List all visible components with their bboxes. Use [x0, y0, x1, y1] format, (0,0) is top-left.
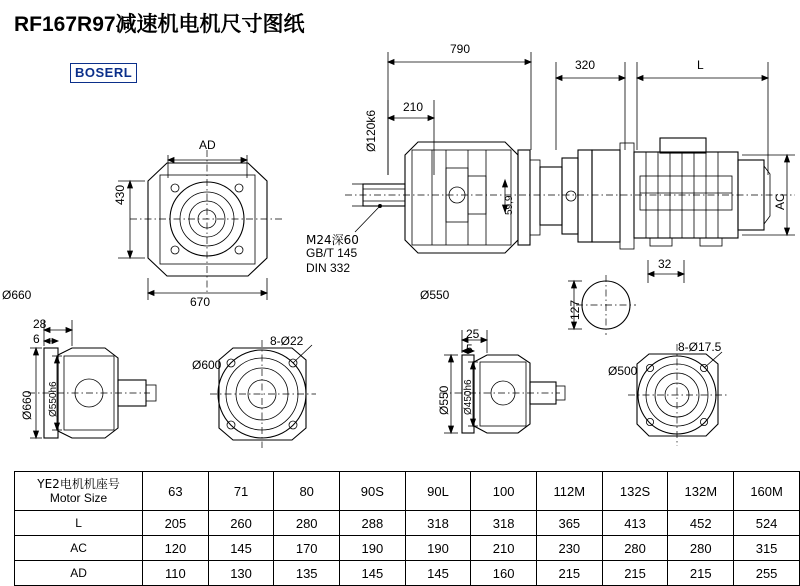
table-col-2: 80	[274, 472, 340, 511]
table-row	[15, 536, 800, 561]
cell-L-9: 524	[734, 511, 800, 536]
label-ad: AD	[199, 138, 216, 152]
cell-AC-4: 190	[405, 536, 471, 561]
label-210: 210	[403, 100, 424, 114]
row-label-AD: AD	[15, 561, 143, 586]
cell-AC-7: 280	[602, 536, 668, 561]
cell-AC-8: 280	[668, 536, 734, 561]
cell-L-6: 365	[536, 511, 602, 536]
table-row	[15, 511, 800, 536]
table-col-7: 132S	[602, 472, 668, 511]
row-label-L: L	[15, 511, 143, 536]
cell-AC-3: 190	[340, 536, 406, 561]
cell-AD-9: 255	[734, 561, 800, 586]
label-6: 6	[33, 332, 40, 346]
label-dia-120k6: Ø120k6	[364, 109, 378, 152]
label-dia-550-top: Ø550	[420, 288, 450, 302]
label-28: 28	[33, 317, 47, 331]
label-dia-660-top: Ø660	[2, 288, 32, 302]
label-5: 5	[466, 342, 473, 356]
cell-L-2: 280	[274, 511, 340, 536]
cell-AD-7: 215	[602, 561, 668, 586]
label-thread-note-1: M24深60	[306, 233, 359, 247]
table-col-4: 90L	[405, 472, 471, 511]
cell-AD-3: 145	[340, 561, 406, 586]
label-dia-660: Ø660	[20, 390, 34, 420]
cell-AD-5: 160	[471, 561, 537, 586]
table-header-cn: YE2电机机座号	[37, 477, 120, 491]
label-dia-500: Ø500	[608, 364, 638, 378]
label-320: 320	[575, 58, 596, 72]
label-430: 430	[113, 184, 127, 205]
label-59-9: 59,9	[504, 195, 515, 215]
cell-AC-1: 145	[208, 536, 274, 561]
cell-AD-2: 135	[274, 561, 340, 586]
label-790: 790	[450, 42, 471, 56]
cell-AC-0: 120	[143, 536, 209, 561]
label-32: 32	[658, 257, 672, 271]
cell-L-0: 205	[143, 511, 209, 536]
brand-logo: BOSERL	[70, 63, 137, 83]
label-127: 127	[568, 299, 582, 320]
table-row	[15, 561, 800, 586]
cell-AD-1: 130	[208, 561, 274, 586]
table-header-row	[15, 472, 800, 511]
motor-size-table	[14, 471, 800, 586]
cell-AD-0: 110	[143, 561, 209, 586]
label-670: 670	[190, 295, 211, 309]
cell-L-1: 260	[208, 511, 274, 536]
label-dia-600: Ø600	[192, 358, 222, 372]
cell-AD-8: 215	[668, 561, 734, 586]
row-label-AC: AC	[15, 536, 143, 561]
cell-L-8: 452	[668, 511, 734, 536]
cell-AC-5: 210	[471, 536, 537, 561]
table-col-0: 63	[143, 472, 209, 511]
cell-AD-6: 215	[536, 561, 602, 586]
cell-AC-2: 170	[274, 536, 340, 561]
cell-L-7: 413	[602, 511, 668, 536]
cell-L-3: 288	[340, 511, 406, 536]
table-col-1: 71	[208, 472, 274, 511]
label-L: L	[697, 58, 704, 72]
table-col-8: 132M	[668, 472, 734, 511]
table-header-label	[15, 472, 143, 511]
cell-L-4: 318	[405, 511, 471, 536]
label-dia-450h6: Ø450h6	[463, 379, 474, 415]
cell-L-5: 318	[471, 511, 537, 536]
label-thread-note-2: GB/T 145	[306, 246, 358, 260]
label-8x17-5: 8-Ø17.5	[678, 340, 722, 354]
label-AC: AC	[773, 193, 787, 210]
label-8x22: 8-Ø22	[270, 334, 304, 348]
label-dia-550h6: Ø550h6	[48, 381, 59, 417]
cell-AD-4: 145	[405, 561, 471, 586]
label-thread-note-3: DIN 332	[306, 261, 351, 275]
table-col-5: 100	[471, 472, 537, 511]
label-dia-550: Ø550	[437, 385, 451, 415]
table-header-en: Motor Size	[49, 491, 108, 505]
table-col-6: 112M	[536, 472, 602, 511]
table-col-3: 90S	[340, 472, 406, 511]
table-col-9: 160M	[734, 472, 800, 511]
page-title: RF167R97减速机电机尺寸图纸	[14, 13, 305, 36]
cell-AC-6: 230	[536, 536, 602, 561]
label-25: 25	[466, 327, 480, 341]
cell-AC-9: 315	[734, 536, 800, 561]
